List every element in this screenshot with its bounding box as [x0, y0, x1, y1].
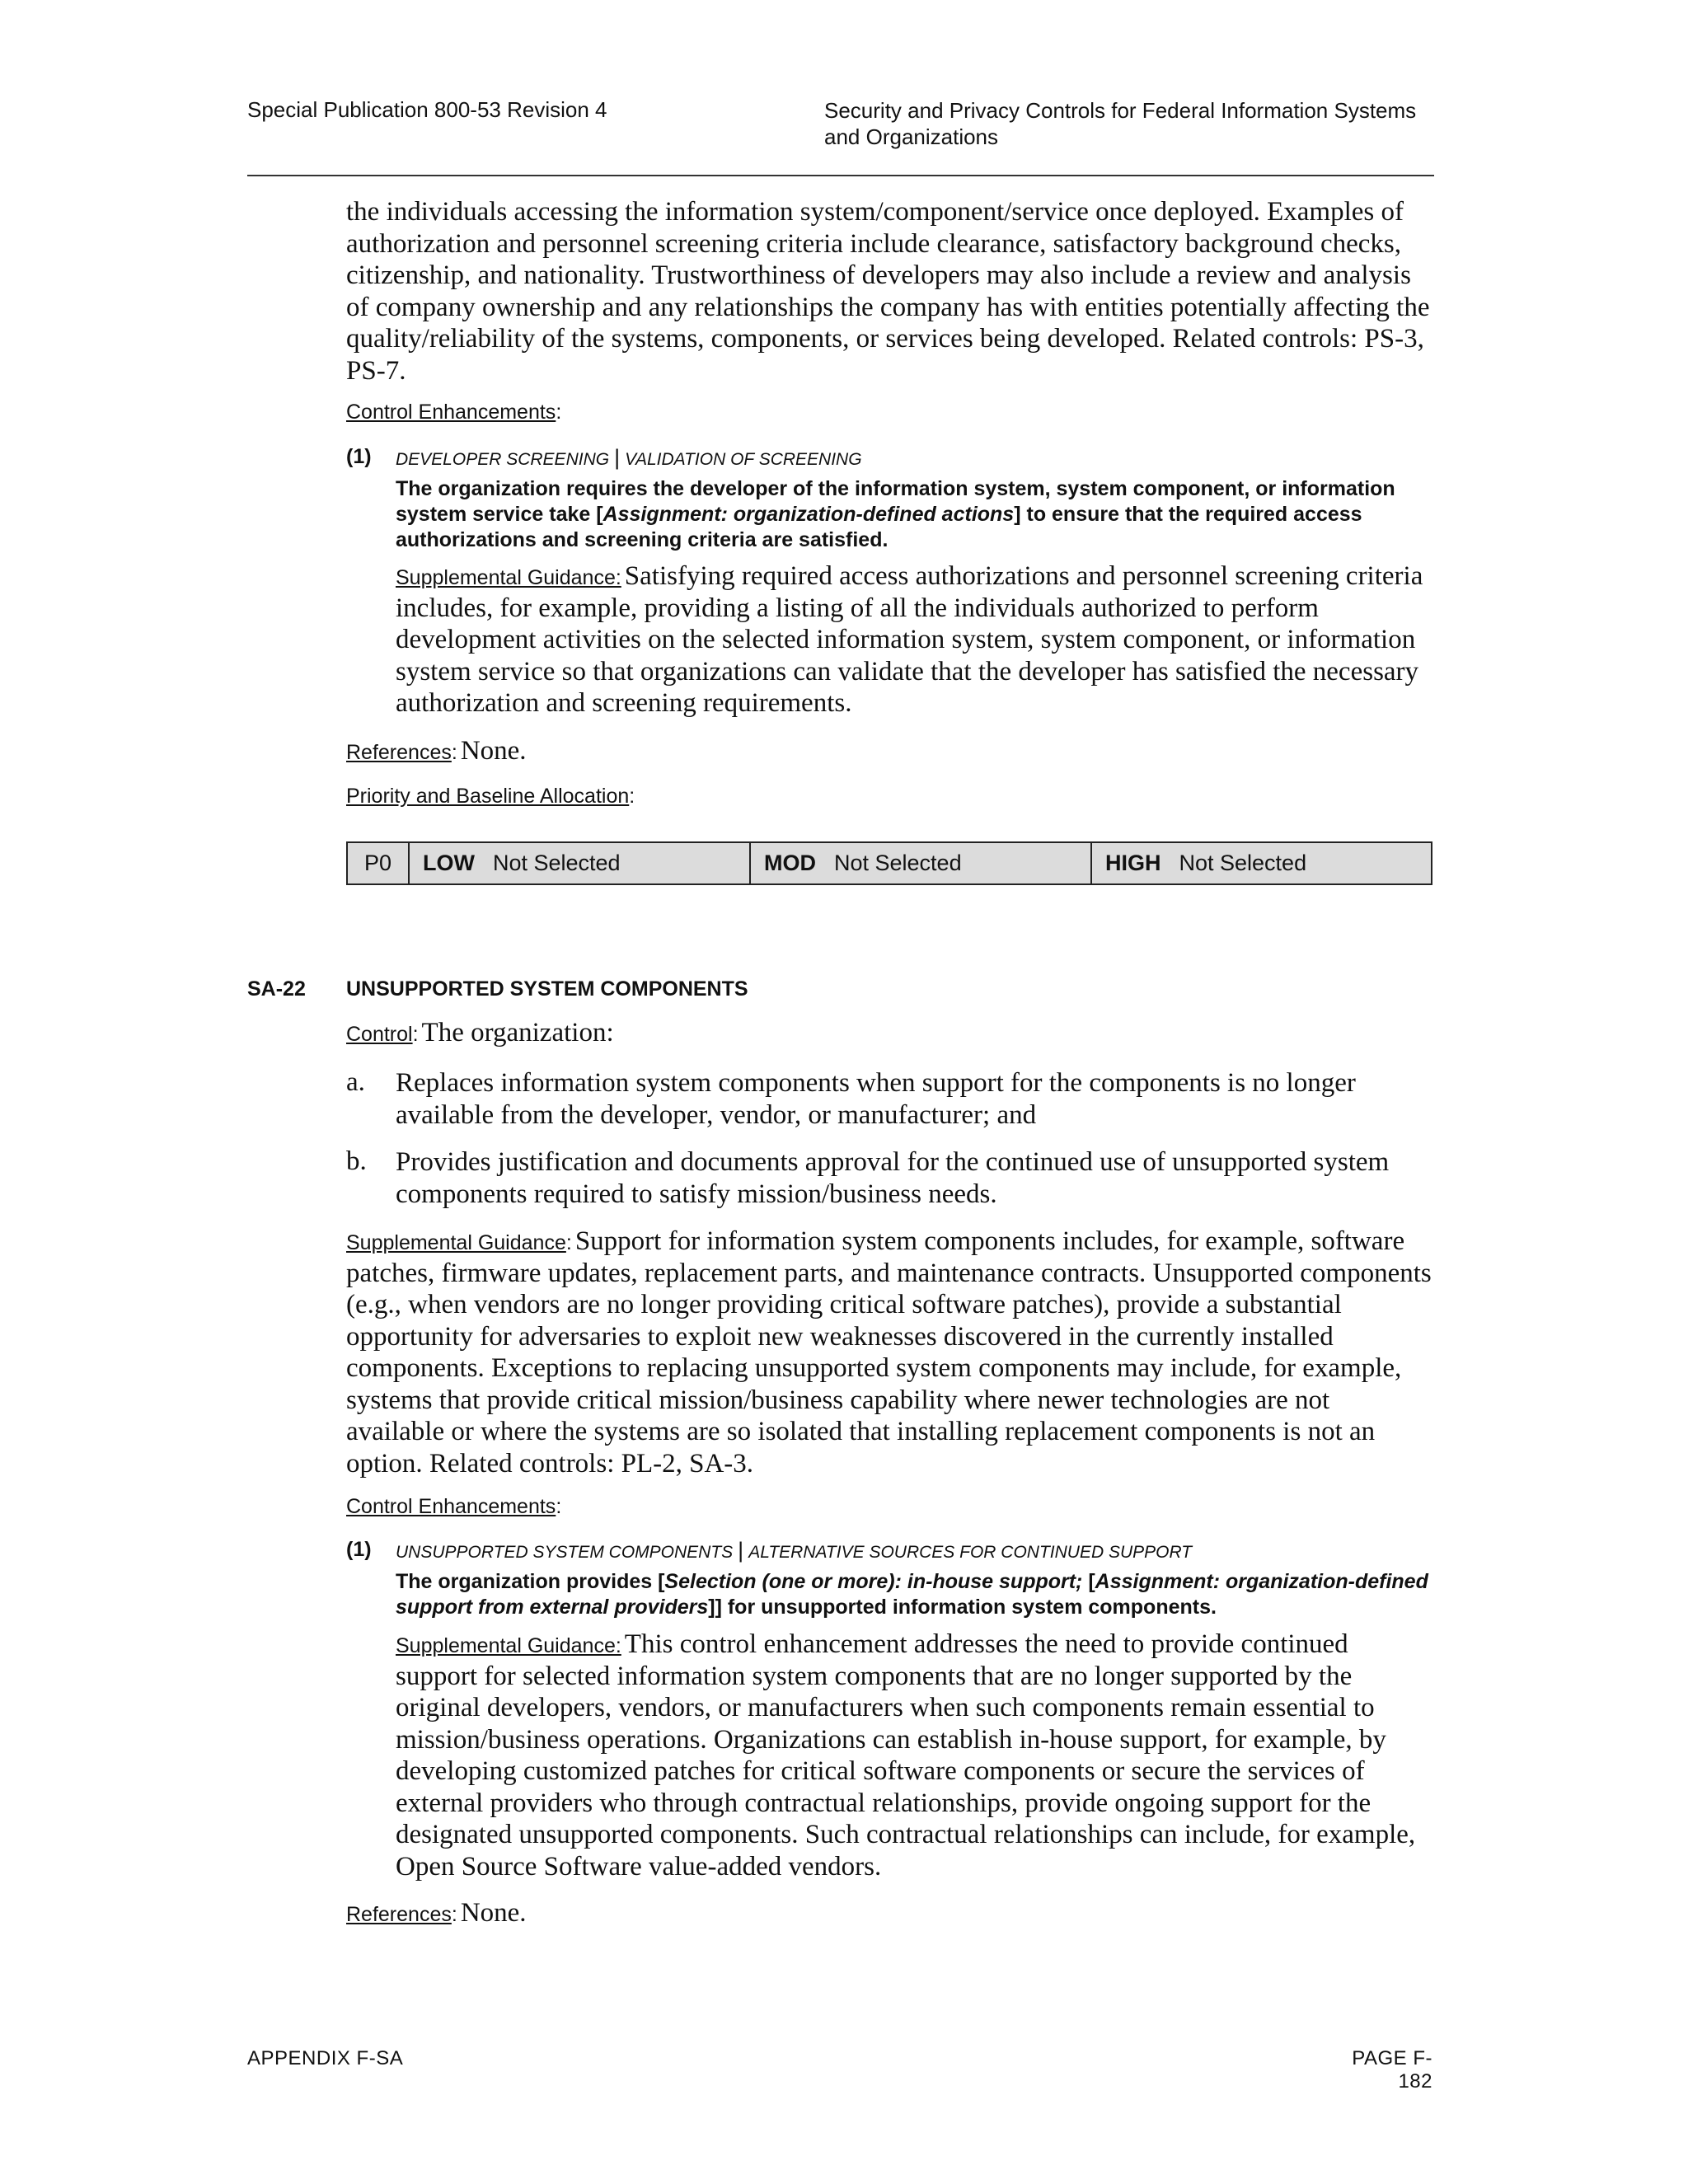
sa21-enh1-separator: |: [614, 445, 621, 470]
sa22-references: References: None.: [346, 1898, 527, 1928]
sa21-enh1-guidance-text: Satisfying required access authorizations and personnel screening criteria includes, for example, providing a listing of all the individuals authorized to perform development activities on the selected information system, system component, or information system service so that organizations can validate that the developer has satisfied the necessary authorization and screening requirements.: [396, 561, 1423, 718]
baseline-high: HIGH Not Selected: [1105, 851, 1307, 875]
sa21-references: References: None.: [346, 736, 527, 766]
intro-paragraph: the individuals accessing the information system/component/service once deployed. Examples of authorization and personnel screening criteria include clearance, satisfactory background checks, citizenship, and nationality. Trustworthiness of developers may also include a review and analysis of company ownership and any relationships the company has with entities potentially affecting the quality/reliability of the systems, components, or services being developed. Related controls: PS-3, PS-7.: [346, 197, 1430, 386]
sa22-guidance-label: Supplemental Guidance: [346, 1231, 566, 1254]
header-rule: [247, 175, 1434, 176]
sa22-enhancements-heading: Control Enhancements:: [346, 1495, 562, 1518]
sa21-enh1-number: (1): [346, 445, 372, 468]
sa22-references-value: None.: [460, 1898, 527, 1928]
sa22-enh1-statement: The organization provides [Selection (one or more): in-house support; [Assignment: organization-defined support from external providers]] for unsupported information system components.: [396, 1570, 1428, 1619]
sa21-enh1-statement: The organization requires the developer of the information system, system component, or information system service take [Assignment: organization-defined actions] to ensure that the required access authorizations and screening criteria are satisfied.: [396, 477, 1395, 551]
sa21-priority-heading: Priority and Baseline Allocation:: [346, 785, 635, 808]
sa22-enh1-guidance-text: This control enhancement addresses the need to provide continued support for selected information system components that are no longer supported by the original developers, vendors, or manufacturers when such components remain essential to mission/business operations. Organizations can establish in-house support, for example, by developing customized patches for critical software components or secure the services of external providers who through contractual relationships, provide ongoing support for the designated unsupported components. Such contractual relationships can include, for example, Open Source Software value-added vendors.: [396, 1629, 1416, 1882]
sa22-enh1-title-a: UNSUPPORTED SYSTEM COMPONENTS: [396, 1543, 734, 1562]
sa21-priority-label: Priority and Baseline Allocation: [346, 785, 630, 808]
sa22-control-id: SA-22: [247, 977, 306, 1001]
sa22-enh1-title-b: ALTERNATIVE SOURCES FOR CONTINUED SUPPORT: [748, 1543, 1193, 1562]
sa22-control-label: Control: [346, 1023, 413, 1046]
baseline-low: LOW Not Selected: [410, 843, 751, 883]
sa22-item-b-letter: b.: [346, 1146, 367, 1176]
baseline-priority: P0: [348, 843, 410, 883]
sa22-item-a-letter: a.: [346, 1067, 365, 1097]
footer-page-number: PAGE F-182: [1352, 2047, 1432, 2093]
baseline-mod: MOD Not Selected: [751, 843, 1092, 883]
baseline-allocation-table: [346, 841, 1432, 885]
sa22-control: Control: The organization:: [346, 1018, 614, 1047]
page-header: [247, 97, 1434, 175]
sa22-guidance: Supplemental Guidance: Support for information system components includes, for example, software patches, firmware updates, replacement parts, and maintenance contracts. Unsupported components (e.g., when vendors are no longer providing critical software patches), provide a substantial opportunity for adversaries to exploit new weaknesses discovered in the currently installed components. Exceptions to replacing unsupported system components may include, for example, systems that provide critical mission/business capability where newer technologies are not available or where the systems are so isolated that installing replacement components is not an option. Related controls: PL-2, SA-3.: [346, 1226, 1432, 1479]
sa22-enh1-separator: |: [738, 1538, 744, 1563]
footer-appendix: APPENDIX F-SA: [247, 2047, 404, 2069]
sa21-references-label: References: [346, 741, 452, 764]
sa22-references-label: References: [346, 1903, 452, 1926]
sa22-enh1-guidance: [396, 1629, 1434, 1882]
sa22-item-b-text: Provides justification and documents approval for the continued use of unsupported system components required to satisfy mission/business needs.: [396, 1147, 1390, 1209]
sa22-guidance-text: Support for information system components includes, for example, software patches, firmware updates, replacement parts, and maintenance contracts. Unsupported components (e.g., when vendors are no longer providing critical software patches), provide a substantial opportunity for adversaries to exploit new weaknesses discovered in the currently installed components. Exceptions to replacing unsupported system components may include, for example, systems that provide critical mission/business capability where newer technologies are not available or where the systems are so isolated that installing replacement components is not an option. Related controls: PL-2, SA-3.: [346, 1226, 1432, 1479]
sa21-enhancements-heading: Control Enhancements:: [346, 401, 562, 424]
sa22-item-a-text: Replaces information system components when support for the components is no longer available from the developer, vendor, or manufacturer; and: [396, 1068, 1356, 1130]
sa21-enh1-title: [396, 445, 1434, 471]
sa21-enh1-guidance: [396, 560, 1434, 719]
header-document-title: Security and Privacy Controls for Federal Information Systems and Organizations: [824, 98, 1417, 149]
sa22-enhancements-label: Control Enhancements: [346, 1495, 556, 1518]
sa21-enh1-guidance-label: Supplemental Guidance:: [396, 566, 621, 589]
sa22-enh1-title: [396, 1538, 1434, 1563]
sa21-enh1-title-b: VALIDATION OF SCREENING: [625, 450, 862, 469]
sa21-references-value: None.: [460, 736, 527, 766]
sa22-enh1-number: (1): [346, 1538, 372, 1561]
header-publication: Special Publication 800-53 Revision 4: [247, 97, 607, 122]
sa22-control-title: UNSUPPORTED SYSTEM COMPONENTS: [346, 977, 748, 1001]
sa22-control-intro: The organization:: [421, 1018, 614, 1047]
sa21-enh1-title-a: DEVELOPER SCREENING: [396, 450, 610, 469]
sa21-enhancements-label: Control Enhancements: [346, 401, 556, 424]
sa22-enh1-guidance-label: Supplemental Guidance:: [396, 1634, 621, 1657]
